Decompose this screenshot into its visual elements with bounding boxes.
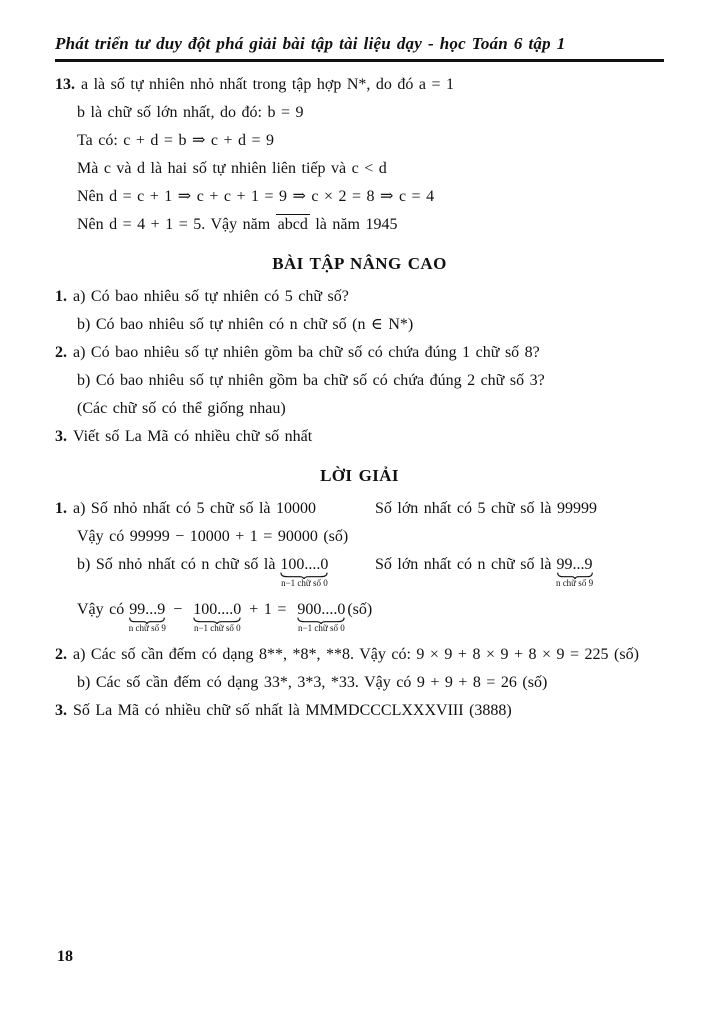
section-heading-exercises: BÀI TẬP NÂNG CAO	[272, 254, 447, 273]
solution-1a-calc	[77, 523, 664, 551]
problem13-line1	[55, 71, 664, 99]
brace-label: n−1 chữ số 0	[193, 623, 241, 633]
problem13-line3	[77, 127, 664, 155]
underbrace-group	[193, 596, 242, 633]
line-text: Vậy có 99999 − 10000 + 1 = 90000 (số)	[77, 528, 349, 545]
problem13-line2	[77, 99, 664, 127]
solution-1b-right	[375, 551, 595, 588]
underbrace-group	[297, 596, 346, 633]
line-text: a) Có bao nhiêu số tự nhiên gồm ba chữ số có chứa đúng 1 chữ số 8?	[73, 344, 540, 361]
exercise-1a	[55, 283, 664, 311]
line-text: b) Có bao nhiêu số tự nhiên gồm ba chữ số có chứa đúng 2 chữ số 3?	[77, 372, 545, 389]
underbrace-group	[280, 551, 329, 588]
line-text: a là số tự nhiên nhỏ nhất trong tập hợp N*, do đó a = 1	[81, 76, 455, 93]
item-number: 2.	[55, 646, 67, 663]
minus-operator: −	[173, 601, 183, 618]
page-number: 18	[57, 948, 73, 965]
line-text: a) Các số cần đếm có dạng 8**, *8*, **8. Vậy có: 9 × 9 + 8 × 9 + 8 × 9 = 225 (số)	[73, 646, 639, 663]
plus-one-equals: + 1 =	[249, 601, 287, 618]
brace-label: n−1 chữ số 0	[297, 623, 345, 633]
item-number: 1.	[55, 500, 67, 517]
line-text: Số lớn nhất có n chữ số là	[375, 556, 552, 573]
line-text: b) Số nhỏ nhất có n chữ số là	[77, 556, 276, 573]
solution-1a	[55, 495, 664, 523]
line-text: b) Có bao nhiêu số tự nhiên có n chữ số (n ∈ N*)	[77, 316, 414, 333]
solution-1a-right: Số lớn nhất có 5 chữ số là 99999	[375, 500, 597, 517]
underbrace-group	[128, 596, 166, 633]
exercise-2-note	[77, 395, 664, 423]
brace-label: n chữ số 9	[555, 578, 594, 588]
line-text: a) Số nhỏ nhất có 5 chữ số là 10000	[73, 500, 317, 517]
problem13-line6	[77, 211, 664, 239]
exercise-2b	[77, 367, 664, 395]
line-text: a) Có bao nhiêu số tự nhiên có 5 chữ số?	[73, 288, 349, 305]
solution-1b	[55, 551, 664, 588]
line-text: b là chữ số lớn nhất, do đó: b = 9	[77, 104, 304, 121]
item-number: 3.	[55, 702, 67, 719]
exercise-2a	[55, 339, 664, 367]
item-number: 2.	[55, 344, 67, 361]
brace-number: 100....0	[193, 601, 242, 618]
exercise-3	[55, 423, 664, 451]
section-heading-solutions: LỜI GIẢI	[320, 466, 399, 485]
solution-1b-calc	[77, 596, 664, 633]
brace-number: 99...9	[129, 601, 166, 618]
brace-number: 100....0	[280, 556, 329, 573]
solution-2b	[77, 669, 664, 697]
line-text: Số La Mã có nhiều chữ số nhất là MMMDCCCLXXXVIII (3888)	[73, 702, 512, 719]
problem13-line5	[77, 183, 664, 211]
solution-2a	[55, 641, 664, 669]
brace-label: n chữ số 9	[128, 623, 166, 633]
line-text: Viết số La Mã có nhiều chữ số nhất	[73, 428, 313, 445]
overlined-abcd: abcd	[277, 216, 308, 233]
underbrace-group	[555, 551, 594, 588]
problem13-line4	[77, 155, 664, 183]
solution-3	[55, 697, 664, 725]
page-content	[55, 34, 664, 725]
exercise-1b	[77, 311, 664, 339]
item-number: 1.	[55, 288, 67, 305]
line-text: là năm 1945	[315, 216, 398, 233]
brace-number: 99...9	[556, 556, 593, 573]
item-number: 3.	[55, 428, 67, 445]
line-text: Vậy có	[77, 601, 125, 618]
running-header: Phát triển tư duy đột phá giải bài tập tài liệu dạy - học Toán 6 tập 1	[55, 34, 664, 62]
brace-label: n−1 chữ số 0	[281, 578, 328, 588]
line-text: Ta có: c + d = b ⇒ c + d = 9	[77, 132, 275, 149]
line-text: Nên d = c + 1 ⇒ c + c + 1 = 9 ⇒ c × 2 = 8 ⇒ c = 4	[77, 188, 435, 205]
line-text: Mà c và d là hai số tự nhiên liên tiếp và c < d	[77, 160, 387, 177]
item-number: 13.	[55, 76, 75, 93]
line-text: (Các chữ số có thể giống nhau)	[77, 400, 286, 417]
brace-number: 900....0	[297, 601, 346, 618]
line-text: Nên d = 4 + 1 = 5. Vậy năm	[77, 216, 271, 233]
line-text: b) Các số cần đếm có dạng 33*, 3*3, *33. Vậy có 9 + 9 + 8 = 26 (số)	[77, 674, 548, 691]
line-text: (số)	[347, 601, 373, 618]
